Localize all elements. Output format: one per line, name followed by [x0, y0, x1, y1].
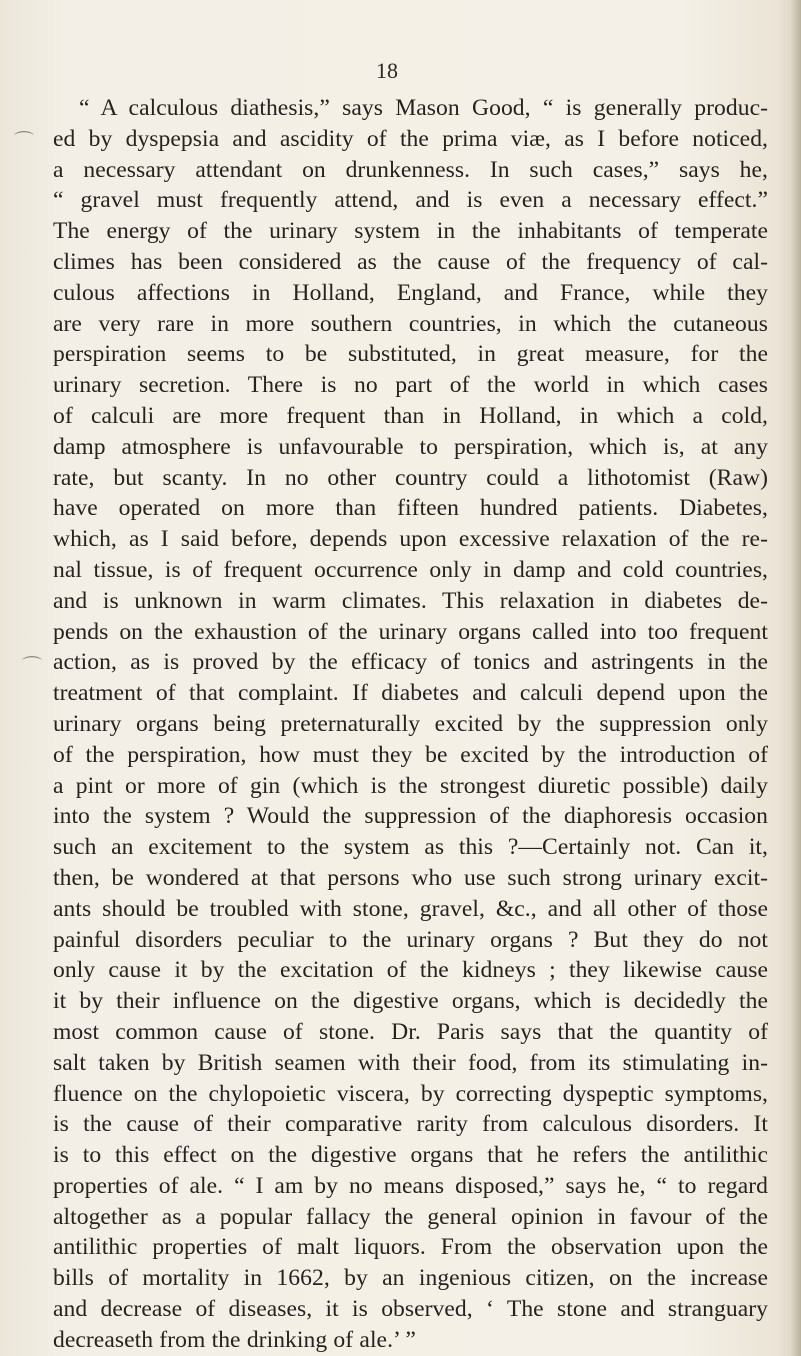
text-line: pends on the exhaustion of the urinary organs called into too frequent — [53, 618, 768, 645]
text-line: properties of ale. “ I am by no means disposed,” says he, “ to regard — [53, 1172, 768, 1199]
text-line: is the cause of their comparative rarity from calculous disorders. It — [53, 1111, 768, 1138]
text-line: and is unknown in warm climates. This relaxation in diabetes de- — [53, 587, 768, 614]
text-line: bills of mortality in 1662, by an ingenious citizen, on the increase — [53, 1265, 768, 1292]
text-line: rate, but scanty. In no other country could a lithotomist (Raw) — [53, 464, 768, 491]
text-line: a pint or more of gin (which is the strongest diuretic possible) daily — [53, 772, 768, 799]
text-line: have operated on more than fifteen hundred patients. Diabetes, — [53, 495, 768, 522]
text-line: nal tissue, is of frequent occurrence only in damp and cold countries, — [53, 556, 768, 583]
text-line: treatment of that complaint. If diabetes and calculi depend upon the — [53, 680, 768, 707]
text-line: urinary organs being preternaturally excited by the suppression only — [53, 710, 768, 737]
text-line: climes has been considered as the cause of the frequency of cal- — [53, 248, 768, 275]
text-line: perspiration seems to be substituted, in great measure, for the — [53, 341, 768, 368]
text-line: a necessary attendant on drunkenness. In such cases,” says he, — [53, 156, 768, 183]
body-text — [53, 93, 768, 1356]
text-line: which, as I said before, depends upon excessive relaxation of the re- — [53, 526, 768, 553]
text-line: action, as is proved by the efficacy of tonics and astringents in the — [53, 649, 768, 676]
text-line: is to this effect on the digestive organs that he refers the antilithic — [53, 1142, 768, 1169]
text-line: urinary secretion. There is no part of the world in which cases — [53, 372, 768, 399]
text-line: into the system ? Would the suppression of the diaphoresis occasion — [53, 803, 768, 830]
page-edge-shadow — [791, 0, 801, 1356]
text-line: painful disorders peculiar to the urinary organs ? But they do not — [53, 926, 768, 953]
text-line: ants should be troubled with stone, gravel, &c., and all other of those — [53, 895, 768, 922]
margin-pencil-mark: ⌒ — [14, 129, 34, 153]
text-line: altogether as a popular fallacy the general opinion in favour of the — [53, 1203, 768, 1230]
text-line: of calculi are more frequent than in Holland, in which a cold, — [53, 402, 768, 429]
text-line: ed by dyspepsia and ascidity of the prima viæ, as I before noticed, — [53, 125, 768, 152]
text-line: decreaseth from the drinking of ale.’ ” — [53, 1326, 416, 1353]
text-line: antilithic properties of malt liquors. From the observation upon the — [53, 1234, 768, 1261]
margin-pencil-mark: ⌒ — [22, 654, 42, 678]
text-line: most common cause of stone. Dr. Paris says that the quantity of — [53, 1018, 768, 1045]
text-line: The energy of the urinary system in the inhabitants of temperate — [53, 218, 768, 245]
page-number: 18 — [376, 58, 398, 83]
text-line: culous affections in Holland, England, and France, while they — [53, 279, 768, 306]
text-line: salt taken by British seamen with their food, from its stimulating in- — [53, 1049, 768, 1076]
text-line: fluence on the chylopoietic viscera, by correcting dyspeptic symptoms, — [53, 1080, 768, 1107]
text-line: only cause it by the excitation of the kidneys ; they likewise cause — [53, 957, 768, 984]
text-line: are very rare in more southern countries, in which the cutaneous — [53, 310, 768, 337]
text-line: such an excitement to the system as this ?—Certainly not. Can it, — [53, 834, 768, 861]
text-line: of the perspiration, how must they be excited by the introduction of — [53, 741, 768, 768]
text-line: “ A calculous diathesis,” says Mason Good, “ is generally produc- — [79, 95, 768, 121]
text-line: it by their influence on the digestive organs, which is decidedly the — [53, 988, 768, 1015]
text-line: then, be wondered at that persons who use such strong urinary excit- — [53, 864, 768, 891]
text-line: “ gravel must frequently attend, and is even a necessary effect.” — [53, 187, 768, 214]
text-line: and decrease of diseases, it is observed, ‘ The stone and stranguary — [53, 1296, 768, 1323]
text-line: damp atmosphere is unfavourable to perspiration, which is, at any — [53, 433, 768, 460]
